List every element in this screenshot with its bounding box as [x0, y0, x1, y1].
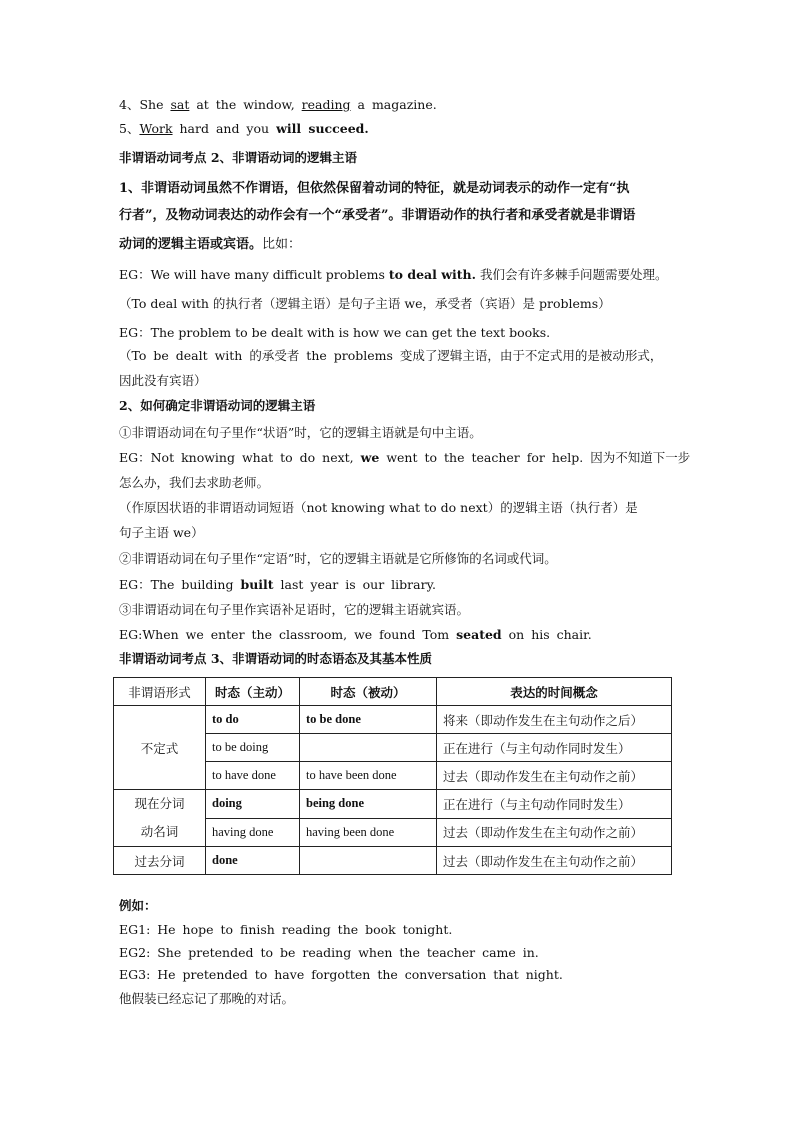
example-line: EG1: He hope to finish reading the book tonight. [119, 922, 453, 937]
table-cell: to be done [300, 706, 437, 734]
table-cell: to have done [206, 762, 300, 790]
table-header: 时态（主动） [206, 678, 300, 706]
table-row [114, 706, 672, 734]
note-line: 因此没有宾语） [119, 373, 207, 388]
form-cell: 过去分词 [114, 847, 206, 875]
example-line: EG：Not knowing what to do next, we went to the teacher for help. 因为不知道下一步 [119, 450, 691, 465]
table-cell: to be doing [206, 734, 300, 762]
item-4: 4、She sat at the window, reading a magazine. [119, 97, 437, 112]
table-header-row [114, 678, 672, 706]
examples-label: 例如： [119, 898, 157, 913]
table-cell: 过去（即动作发生在主句动作之前） [437, 762, 672, 790]
section-heading: 非谓语动词考点 2、非谓语动词的逻辑主语 [119, 150, 358, 165]
table-row [114, 790, 672, 819]
table-header: 表达的时间概念 [437, 678, 672, 706]
table-cell: being done [300, 790, 437, 819]
underlined-word: reading [301, 97, 351, 112]
table-cell: 正在进行（与主句动作同时发生） [437, 790, 672, 819]
section-heading: 非谓语动词考点 3、非谓语动词的时态语态及其基本性质 [119, 651, 433, 666]
example-line: EG：The problem to be dealt with is how we can get the text books. [119, 325, 551, 340]
example-line: EG2: She pretended to be reading when the teacher came in. [119, 945, 539, 960]
item-5: 5、Work hard and you will succeed. [119, 121, 369, 136]
example-line: EG:When we enter the classroom, we found Tom seated on his chair. [119, 627, 592, 642]
form-cell: 不定式 [114, 706, 206, 790]
rule-line: ②非谓语动词在句子里作“定语”时，它的逻辑主语就是它所修饰的名词或代词。 [119, 551, 557, 566]
example-line: EG3: He pretended to have forgotten the conversation that night. [119, 967, 563, 982]
form-cell: 现在分词 动名词 [114, 790, 206, 847]
paragraph-line: 1、非谓语动词虽然不作谓语，但依然保留着动词的特征，就是动词表示的动作一定有“执 [119, 181, 630, 196]
underlined-word: Work [139, 121, 173, 136]
rule-line: ①非谓语动词在句子里作“状语”时，它的逻辑主语就是句中主语。 [119, 425, 482, 440]
translation-line: 他假装已经忘记了那晚的对话。 [119, 991, 295, 1006]
table-cell: 将来（即动作发生在主句动作之后） [437, 706, 672, 734]
table-cell: 过去（即动作发生在主句动作之前） [437, 818, 672, 847]
table-row [114, 847, 672, 875]
note-line: （作原因状语的非谓语动词短语（not knowing what to do next）的逻辑主语（执行者）是 [119, 500, 638, 515]
note-line: （To be dealt with 的承受者 the problems 变成了逻辑主语，由于不定式用的是被动形式， [119, 348, 663, 363]
note-line: 句子主语 we） [119, 525, 204, 540]
table-header: 非谓语形式 [114, 678, 206, 706]
subheading: 2、如何确定非谓语动词的逻辑主语 [119, 398, 316, 413]
example-line: EG：The building built last year is our library. [119, 577, 436, 592]
table-header: 时态（被动） [300, 678, 437, 706]
paragraph-line: 行者”，及物动词表达的动作会有一个“承受者”。非谓语动作的执行者和承受者就是非谓语 [119, 208, 636, 223]
underlined-word: sat [170, 97, 190, 112]
table-cell: having done [206, 818, 300, 847]
rule-line: ③非谓语动词在句子里作宾语补足语时，它的逻辑主语就宾语。 [119, 602, 470, 617]
table-cell: doing [206, 790, 300, 819]
tense-voice-table [113, 677, 672, 875]
table-cell: 正在进行（与主句动作同时发生） [437, 734, 672, 762]
note-line: （To deal with 的执行者（逻辑主语）是句子主语 we，承受者（宾语）是 problems） [119, 296, 611, 311]
example-line: EG：We will have many difficult problems to deal with. 我们会有许多棘手问题需要处理。 [119, 267, 668, 282]
example-line: 怎么办，我们去求助老师。 [119, 475, 270, 490]
table-cell: to do [206, 706, 300, 734]
table-cell: done [206, 847, 300, 875]
table-cell: 过去（即动作发生在主句动作之前） [437, 847, 672, 875]
paragraph-line: 动词的逻辑主语或宾语。比如： [119, 237, 302, 252]
table-cell [300, 847, 437, 875]
table-cell: to have been done [300, 762, 437, 790]
table-cell: having been done [300, 818, 437, 847]
table-cell [300, 734, 437, 762]
